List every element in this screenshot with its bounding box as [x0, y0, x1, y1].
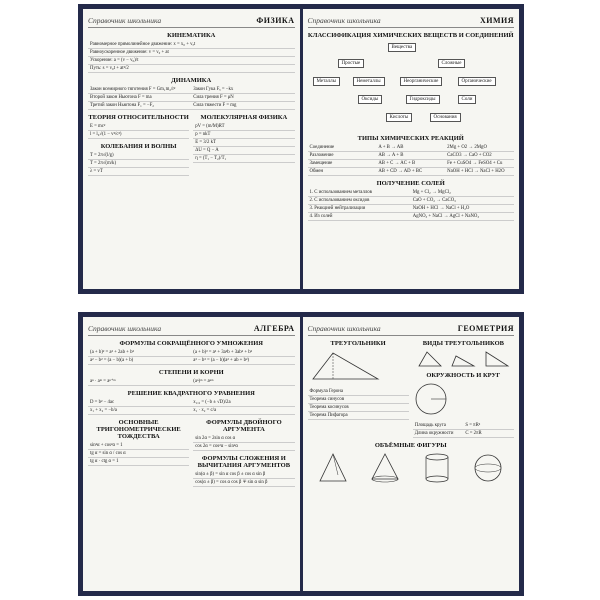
formula: (a + b)³ = a³ + 3a²b + 3ab² + b³: [193, 350, 253, 355]
tree-node: Неорганические: [400, 77, 443, 86]
section-title: ОСНОВНЫЕ ТРИГОНОМЕТРИЧЕСКИЕ ТОЖДЕСТВА: [96, 419, 181, 440]
page-header: [308, 321, 515, 336]
subject-title: ХИМИЯ: [479, 15, 514, 25]
section-title: ФОРМУЛЫ СОКРАЩЁННОГО УМНОЖЕНИЯ: [119, 340, 263, 347]
geometry-item: Теорема синусов: [309, 397, 345, 402]
sphere-icon: [471, 451, 505, 485]
salt-method: 1. С использованием металлов: [309, 190, 372, 195]
obtuse-triangle-icon: [450, 350, 476, 368]
tree-node: Основания: [430, 113, 461, 122]
acute-triangle-icon: [417, 350, 443, 368]
formula: aⁿ · aᵐ = aⁿ⁺ᵐ: [90, 379, 116, 384]
pyramid-icon: [316, 451, 350, 485]
series-title: Справочник школьника: [307, 323, 381, 333]
formula: (a + b)² = a² + 2ab + b²: [90, 350, 134, 355]
section-title: РЕШЕНИЕ КВАДРАТНОГО УРАВНЕНИЯ: [127, 390, 255, 397]
section-title: ФОРМУЛЫ СЛОЖЕНИЯ И ВЫЧИТАНИЯ АРГУМЕНТОВ: [197, 455, 291, 469]
page-algebra: Справочник школьника АЛГЕБРА ФОРМУЛЫ СОКРАЩЁННОГО УМНОЖЕНИЯ (a + b)² = a² + 2ab + b² (a + b)³ = a³ + 3a²b + 3ab² + b³ a² − b² = (a − b)(a + b) a³ − b³ = (a − b)(a² + ab + b²) СТЕПЕНИ И КОРНИ aⁿ · aᵐ = aⁿ⁺ᵐ (aⁿ)ᵐ = aⁿᵐ РЕШЕНИЕ КВАДРАТНОГО УРАВНЕНИЯ D = b² − 4ac x₁,₂ = (−b ± √D)/2a x₁ + x₂ = −b/a x₁ · x₂ = c/a ОСНОВНЫЕ ТРИГОНОМЕТРИЧЕСКИЕ ТОЖДЕСТВА sin²α + cos²α = 1 tg α = sin α / cos α tg α · ctg α = 1 ФОРМУЛЫ ДВОЙНОГО АРГУМЕНТА sin 2α = 2sin α cos α cos 2α = cos²α − sin²α ФОРМУЛЫ СЛОЖЕНИЯ И ВЫЧИТАНИЯ АРГУМЕНТОВ sin(α ± β) = sin α cos β ± cos α sin β cos(α ± β) = cos α cos β ∓ sin α sin β: [83, 317, 300, 591]
cone-icon: [368, 451, 402, 485]
section-title: КЛАССИФИКАЦИЯ ХИМИЧЕСКИХ ВЕЩЕСТВ И СОЕДИНЕНИЙ: [307, 32, 514, 39]
salt-method: 3. Реакцией нейтрализации: [309, 206, 366, 211]
formula: tg α · ctg α = 1: [90, 459, 119, 464]
right-triangle-icon: [484, 350, 510, 368]
formula: sin 2α = 2sin α cos α: [195, 436, 236, 441]
formula: a³ − b³ = (a − b)(a² + ab + b²): [193, 358, 250, 363]
tree-node: Органические: [458, 77, 496, 86]
cylinder-icon: [420, 451, 454, 485]
tree-node: Неметаллы: [353, 77, 385, 86]
tree-node: Металлы: [313, 77, 340, 86]
reaction-example: NaOH + HCl → NaCl + H2O: [447, 169, 505, 174]
section-title: ТИПЫ ХИМИЧЕСКИХ РЕАКЦИЙ: [357, 135, 464, 142]
section-title: ОКРУЖНОСТЬ И КРУГ: [426, 372, 501, 379]
section-title: ОБЪЁМНЫЕ ФИГУРЫ: [374, 442, 447, 449]
tree-node: Сложные: [438, 59, 466, 68]
formula: a² − b² = (a − b)(a + b): [90, 358, 134, 363]
formula: cos 2α = cos²α − sin²α: [195, 444, 238, 449]
section-title: ФОРМУЛЫ ДВОЙНОГО АРГУМЕНТА: [206, 419, 282, 433]
reaction-name: Разложение: [309, 153, 334, 158]
geometry-item: Теорема Пифагора: [309, 413, 348, 418]
section-title: КОЛЕБАНИЯ И ВОЛНЫ: [100, 143, 177, 150]
tree-node: Гидроксиды: [406, 95, 440, 104]
reaction-example: Fe + CuSO4 → FeSO4 + Cu: [447, 161, 503, 166]
section-title: ТЕОРИЯ ОТНОСИТЕЛЬНОСТИ: [88, 114, 189, 121]
book-physics-chemistry: [78, 4, 524, 294]
reaction-name: Замещение: [309, 161, 333, 166]
series-title: Справочник школьника: [88, 323, 162, 333]
reaction-formula: AB → A + B: [378, 153, 404, 158]
reaction-example: CaCO3 → CaO + CO2: [447, 153, 492, 158]
section-title: КИНЕМАТИКА: [167, 32, 216, 39]
tree-node: Простые: [338, 59, 365, 68]
geometry-item: Длина окружности: [414, 431, 454, 436]
page-physics: Справочник школьника ФИЗИКА КИНЕМАТИКА Равномерное прямолинейное движение: x = x₀ + vₓt Равноускоренное движение: v = v₀ + at Ускорение: a = (v − v₀)/t Путь: s = v₀t + at²/2 ДИНАМИКА Закон всемирного тяготения F = Gm₁m₂/r² Закон Гука Fₓ = −kx Второй закон Ньютона F = ma Сила трения F = μN Третий закон Ньютона F₁ = −F₂ Сила тяжести F = mg ТЕОРИЯ ОТНОСИТЕЛЬНОСТИ E = mc² l = l₀√(1 − v²/c²) КОЛЕБАНИЯ И ВОЛНЫ T = 2π√(l/g) T = 2π√(m/k) λ = vT МОЛЕКУЛЯРНАЯ ФИЗИКА pV = (m/M)RT p = nkT E = 3/2 kT ΔU = Q − A η = (T₁ − T₂)/T₁: [83, 9, 300, 289]
geometry-item: Формула Герона: [309, 389, 343, 394]
tree-node: Вещества: [388, 43, 417, 52]
formula: sin²α + cos²α = 1: [90, 443, 123, 448]
tree-node: Кислоты: [386, 113, 413, 122]
salt-method: 4. Из солей: [309, 214, 333, 219]
page-chemistry: Справочник школьника ХИМИЯ КЛАССИФИКАЦИЯ ХИМИЧЕСКИХ ВЕЩЕСТВ И СОЕДИНЕНИЙ Вещества Простые Сложные Металлы Неметаллы Неорганические Органические Оксиды Гидроксиды Соли Кислоты Основания ТИПЫ ХИМИЧЕСКИХ РЕАКЦИЙ Соединение A + B → AB 2Mg + O2 → 2MgO Разложение AB → A + B CaCO3 → CaO + CO2 Замещение AB + C → AC + B Fe + CuSO4 → FeSO4 + Cu Обмен AB + CD → AD + BC NaOH + HCl → NaCl + H2O ПОЛУЧЕНИЕ СОЛЕЙ 1. С использованием металлов Mg + Cl₂ → MgCl₂ 2. С использованием оксидов CaO + CO₂ → CaCO₃ 3. Реакцией нейтрализации NaOH + HCl → NaCl + H₂O 4. Из солей AgNO₃ + NaCl → AgCl + NaNO₃: [303, 9, 520, 289]
reaction-name: Обмен: [309, 169, 324, 174]
classification-tree: [308, 43, 515, 131]
reaction-formula: AB + C → AC + B: [378, 161, 416, 166]
subject-title: ФИЗИКА: [256, 15, 295, 25]
triangle-diagram: [308, 349, 388, 383]
section-title: ДИНАМИКА: [171, 77, 212, 84]
section-title: СТЕПЕНИ И КОРНИ: [158, 369, 224, 376]
page-geometry: Справочник школьника ГЕОМЕТРИЯ ТРЕУГОЛЬНИКИ Формула Герона Теорема синусов Теорема косинусов Теорема Пифагора ВИДЫ ТРЕУГОЛЬНИКОВ ОКРУЖНОСТЬ И КРУГ Площадь круга S = πR² Длина окружности C = 2πR ОБЪЁМНЫЕ ФИГУРЫ: [303, 317, 520, 591]
reaction-example: 2Mg + O2 → 2MgO: [447, 145, 487, 150]
series-title: Справочник школьника: [307, 15, 381, 25]
section-title: ВИДЫ ТРЕУГОЛЬНИКОВ: [422, 340, 504, 347]
subject-title: АЛГЕБРА: [253, 323, 295, 333]
section-title: ПОЛУЧЕНИЕ СОЛЕЙ: [376, 180, 445, 187]
reaction-name: Соединение: [309, 145, 335, 150]
series-title: Справочник школьника: [88, 15, 162, 25]
page-header: [88, 13, 295, 28]
subject-title: ГЕОМЕТРИЯ: [457, 323, 514, 333]
page-header: [308, 13, 515, 28]
salt-method: 2. С использованием оксидов: [309, 198, 370, 203]
circle-diagram: [413, 381, 449, 417]
page-header: [88, 321, 295, 336]
section-title: ТРЕУГОЛЬНИКИ: [330, 340, 386, 347]
reaction-formula: A + B → AB: [378, 145, 404, 150]
formula: tg α = sin α / cos α: [90, 451, 126, 456]
geometry-item: Теорема косинусов: [309, 405, 349, 410]
section-title: МОЛЕКУЛЯРНАЯ ФИЗИКА: [200, 114, 288, 121]
book-algebra-geometry: [78, 312, 524, 596]
geometry-item: Площадь круга: [414, 423, 446, 428]
reaction-formula: AB + CD → AD + BC: [378, 169, 423, 174]
tree-node: Соли: [458, 95, 477, 104]
tree-node: Оксиды: [358, 95, 383, 104]
